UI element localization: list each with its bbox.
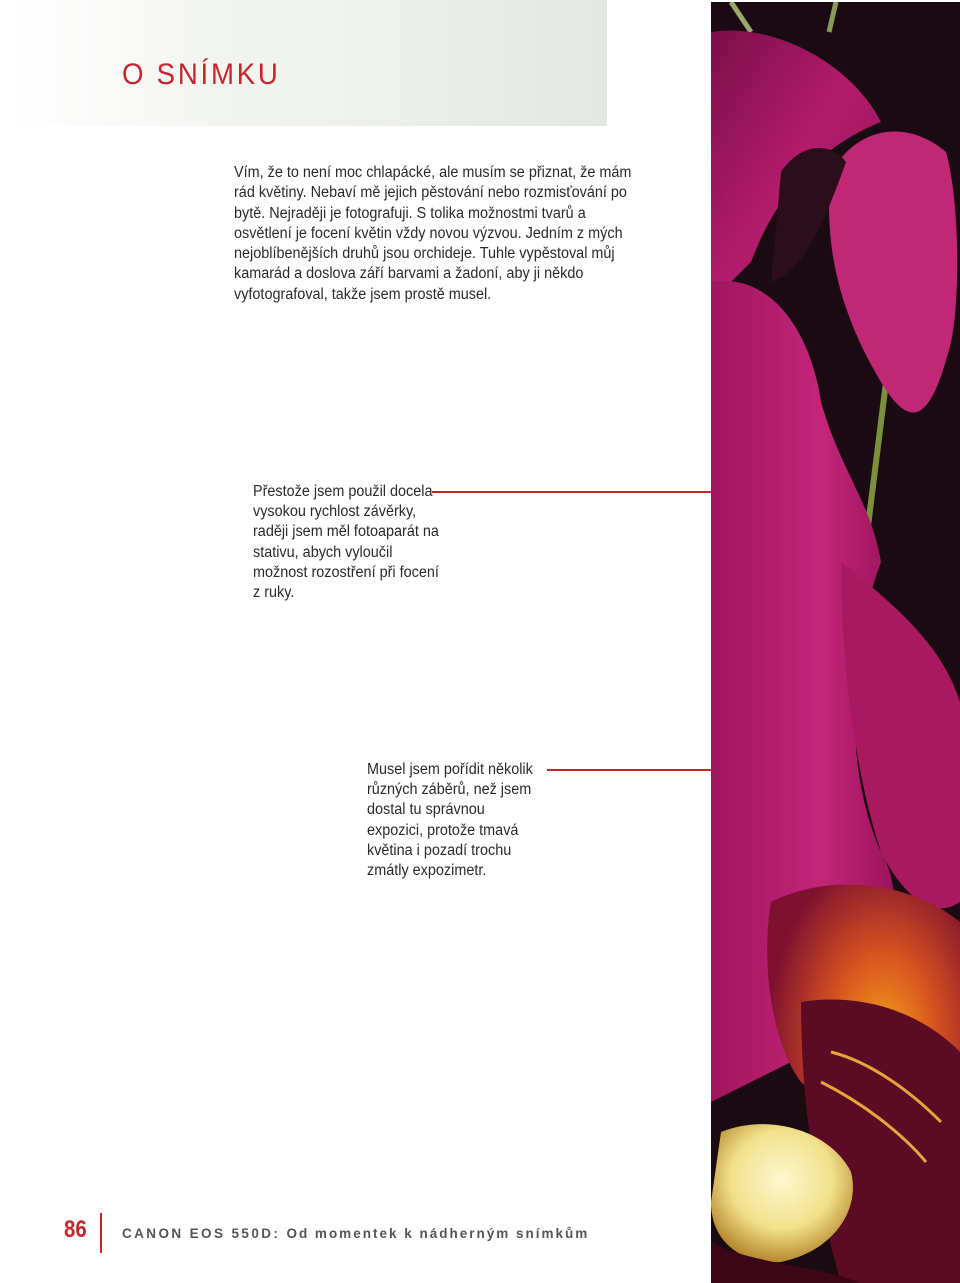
header-band <box>5 0 607 126</box>
book-title: CANON EOS 550D: <box>122 1226 281 1241</box>
footer-rule <box>100 1213 102 1253</box>
callout-exposure: Musel jsem pořídit několik různých záběrů, než jsem dostal tu správnou expozici, protože tmavá květina i pozadí trochu zmátly expozimetr. <box>367 761 533 880</box>
page-number: 86 <box>64 1216 87 1243</box>
orchid-photo <box>711 2 960 1283</box>
callout-shutter: Přestože jsem použil docela vysokou rychlost závěrky, raději jsem měl fotoaparát na stativu, abych vyloučil možnost rozostření při focení z ruky. <box>253 483 439 602</box>
book-subtitle: Od momentek k nádherným snímkům <box>286 1226 590 1241</box>
intro-paragraph: Vím, že to není moc chlapácké, ale musím se přiznat, že mám rád květiny. Nebaví mě jejich pěstování nebo rozmisťování po bytě. Nejraději je fotografuji. S tolika možnostmi tvarů a osvětlení je focení květin vždy novou výzvou. Jedním z mých nejoblíbenějších druhů jsou orchideje. Tuhle vypěstoval můj kamarád a doslova září barvami a žadoní, aby ji někdo vyfotografoval, takže jsem prostě musel. <box>234 164 632 303</box>
section-title: O SNÍMKU <box>122 58 281 91</box>
running-title <box>122 1226 589 1241</box>
